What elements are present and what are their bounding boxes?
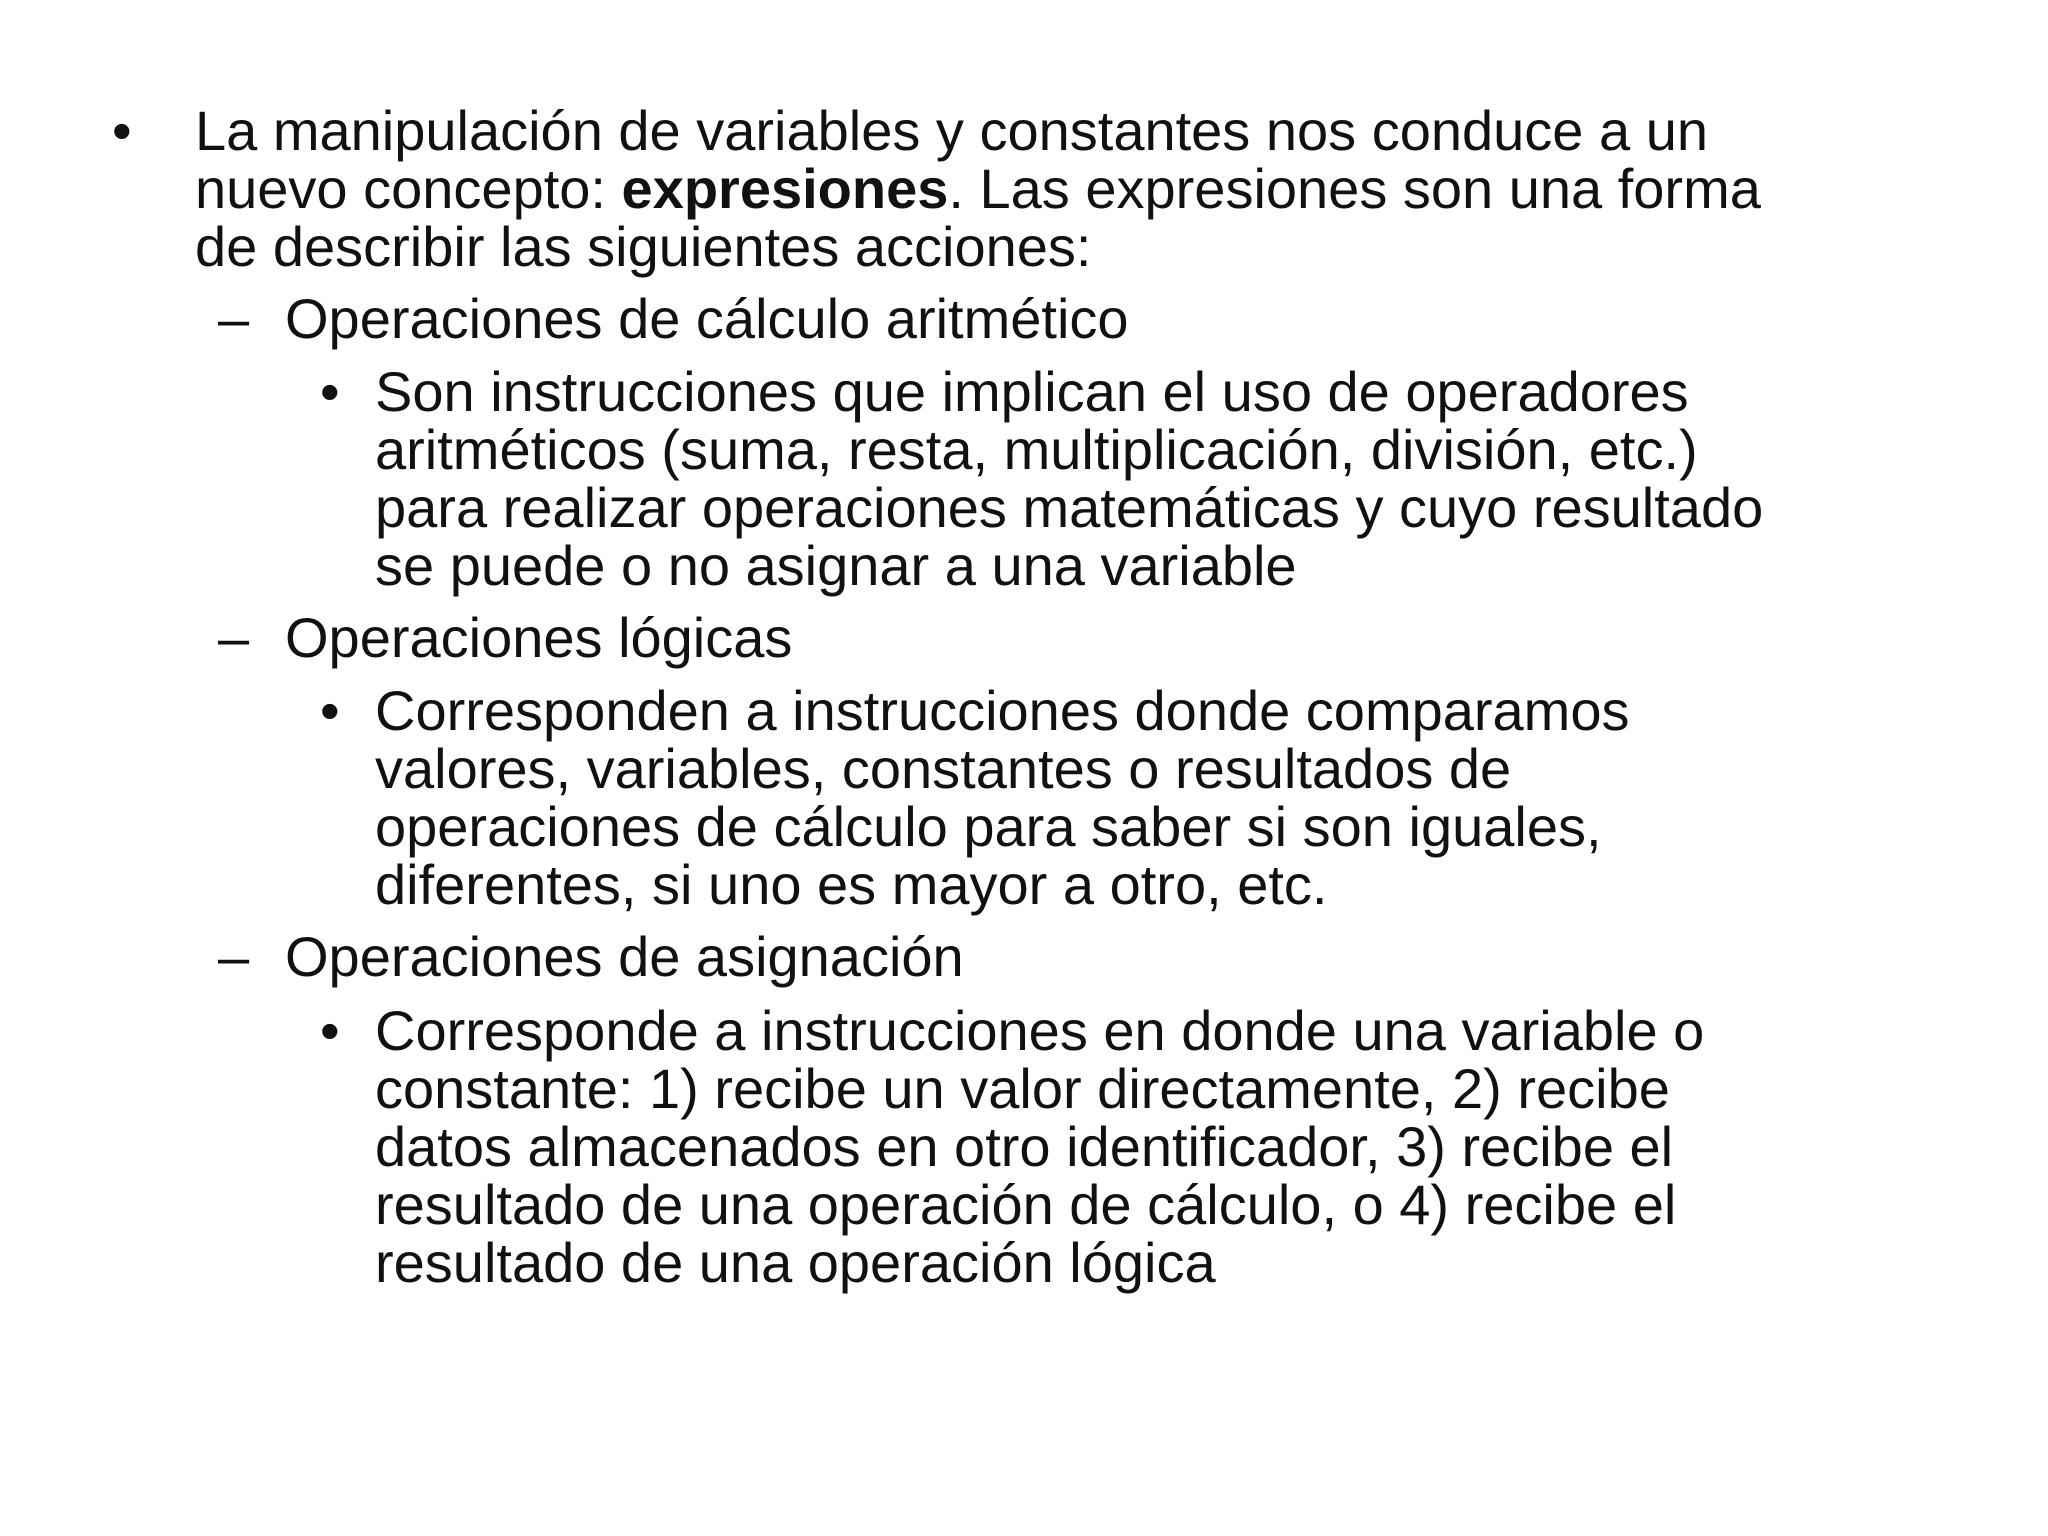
main-bullet-text <box>195 99 1761 278</box>
dash-marker-1: – <box>218 287 250 350</box>
keyword-expresiones: expresiones <box>621 157 949 220</box>
main-line-2-pre: nuevo concepto: <box>195 157 622 220</box>
desc-line: operaciones de cálculo para saber si son iguales, <box>375 795 1602 858</box>
desc-line: diferentes, si uno es mayor a otro, etc. <box>375 853 1328 916</box>
desc-line: aritméticos (suma, resta, multiplicación, división, etc.) <box>375 418 1698 481</box>
sub-bullet-marker-1: • <box>320 360 340 423</box>
dash-marker-2: – <box>218 606 250 669</box>
section-title-asignacion: Operaciones de asignación <box>285 925 964 988</box>
section-desc-aritmetico <box>375 360 1764 597</box>
desc-line: Corresponde a instrucciones en donde una variable o <box>375 999 1705 1062</box>
desc-line: resultado de una operación lógica <box>375 1231 1216 1294</box>
desc-line: datos almacenados en otro identificador, 3) recibe el <box>375 1115 1674 1178</box>
dash-marker-3: – <box>218 925 250 988</box>
desc-line: Corresponden a instrucciones donde comparamos <box>375 679 1630 742</box>
main-line-2 <box>195 157 1761 220</box>
main-line-1: La manipulación de variables y constantes nos conduce a un <box>195 99 1708 162</box>
desc-line: resultado de una operación de cálculo, o 4) recibe el <box>375 1173 1677 1236</box>
desc-line: constante: 1) recibe un valor directamente, 2) recibe <box>375 1057 1670 1120</box>
section-title-logicas: Operaciones lógicas <box>285 606 793 669</box>
desc-line: se puede o no asignar a una variable <box>375 534 1297 597</box>
sub-bullet-marker-3: • <box>320 999 340 1062</box>
section-desc-asignacion <box>375 999 1705 1294</box>
sub-bullet-marker-2: • <box>320 679 340 742</box>
section-title-aritmetico: Operaciones de cálculo aritmético <box>285 287 1129 350</box>
bullet-marker: • <box>112 99 132 162</box>
desc-line: Son instrucciones que implican el uso de operadores <box>375 360 1689 423</box>
main-line-3: de describir las siguientes acciones: <box>195 215 1092 278</box>
main-line-2-post: . Las expresiones son una forma <box>948 157 1761 220</box>
desc-line: para realizar operaciones matemáticas y cuyo resultado <box>375 476 1764 539</box>
section-desc-logicas <box>375 679 1630 916</box>
desc-line: valores, variables, constantes o resultados de <box>375 737 1512 800</box>
